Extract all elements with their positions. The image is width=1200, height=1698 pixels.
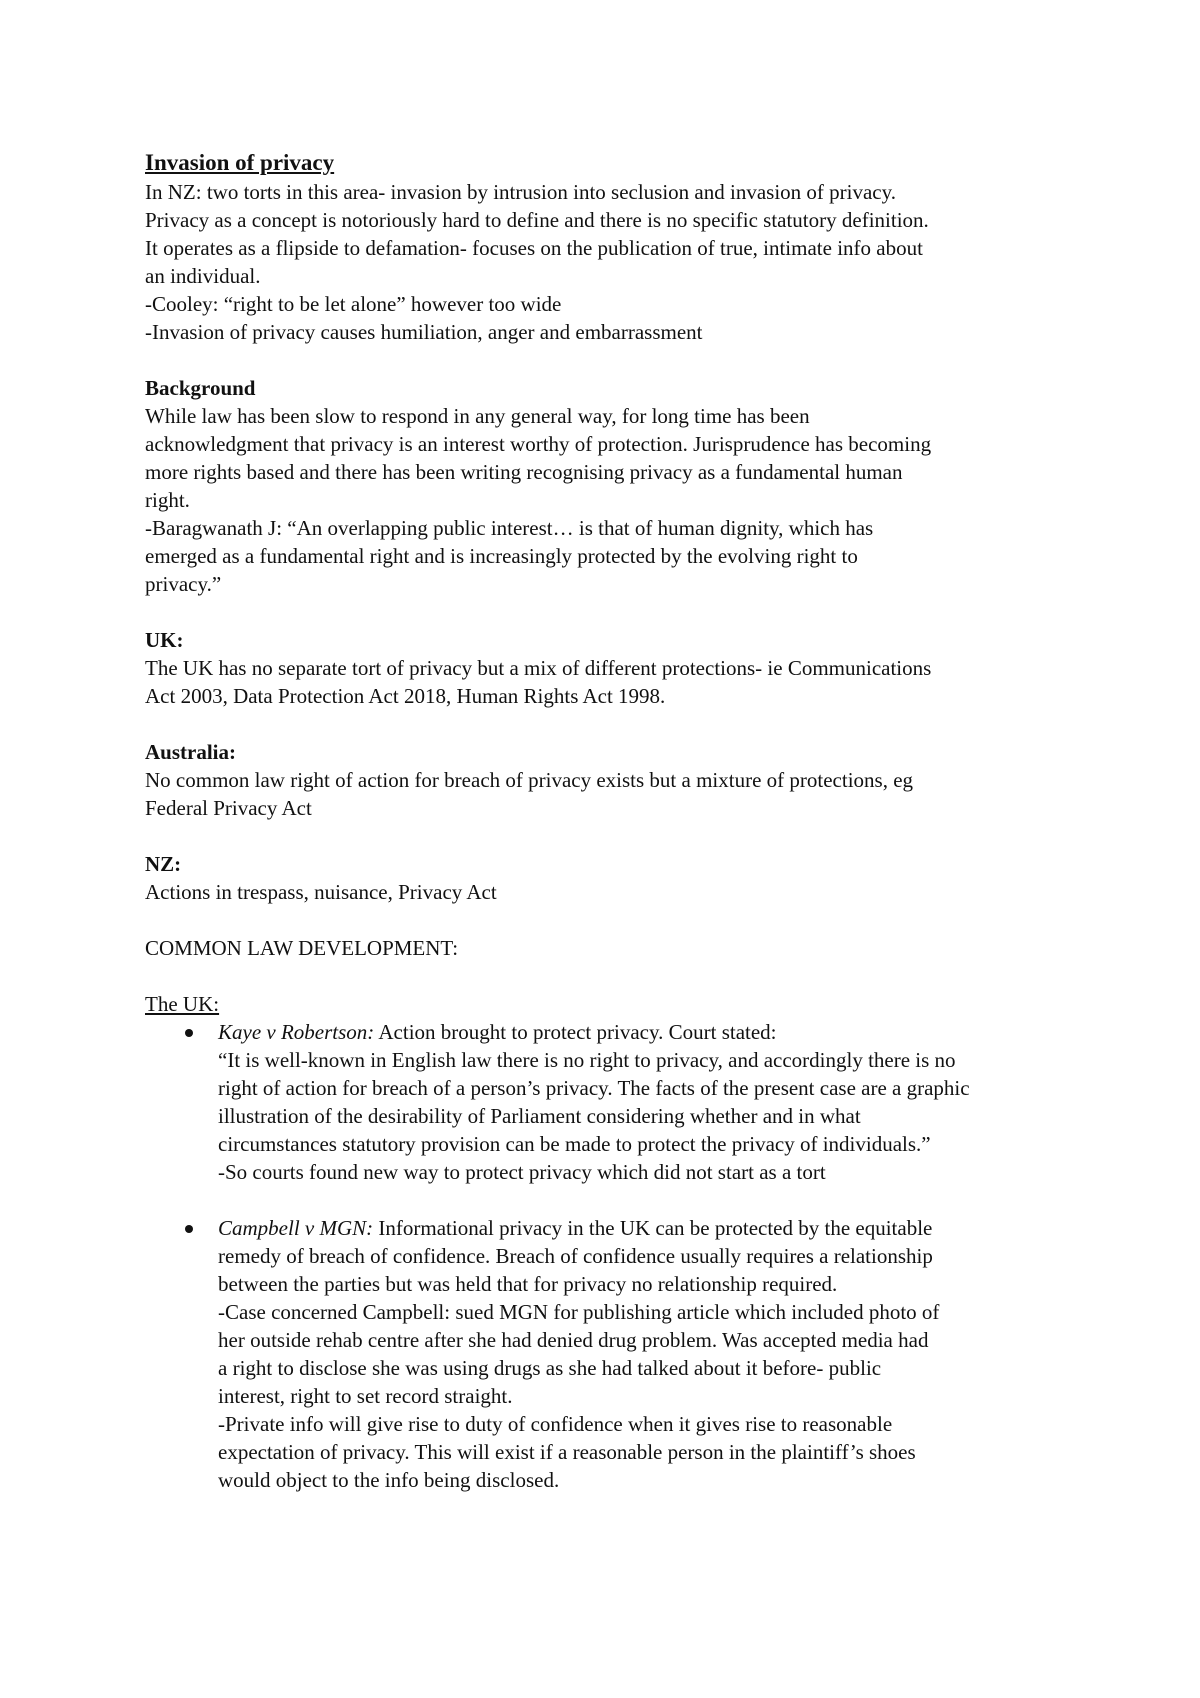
background-line: more rights based and there has been writing recognising privacy as a fundamental human [145, 460, 903, 484]
nz-line: Actions in trespass, nuisance, Privacy Act [145, 880, 497, 904]
campbell-line: -Private info will give rise to duty of confidence when it gives rise to reasonable [218, 1412, 893, 1436]
spacer [145, 710, 1085, 738]
document-title: Invasion of privacy [145, 150, 335, 175]
bullet-icon [185, 1214, 205, 1242]
campbell-line: -Case concerned Campbell: sued MGN for publishing article which included photo of [218, 1300, 940, 1324]
kaye-line: right of action for breach of a person’s privacy. The facts of the present case are a graphic [218, 1076, 970, 1100]
intro-line: Privacy as a concept is notoriously hard to define and there is no specific statutory definition. [145, 208, 929, 232]
background-line: emerged as a fundamental right and is increasingly protected by the evolving right to [145, 544, 858, 568]
background-line: right. [145, 488, 190, 512]
campbell-line: interest, right to set record straight. [218, 1384, 513, 1408]
background-line: privacy.” [145, 572, 222, 596]
australia-section [145, 738, 1085, 822]
background-line: -Baragwanath J: “An overlapping public interest… is that of human dignity, which has [145, 516, 874, 540]
intro-line: -Cooley: “right to be let alone” however too wide [145, 292, 562, 316]
spacer [145, 962, 1085, 990]
intro-section [145, 178, 1085, 346]
bullet-icon [185, 1018, 205, 1046]
kaye-line: “It is well-known in English law there is no right to privacy, and accordingly there is no [218, 1048, 956, 1072]
background-line: While law has been slow to respond in any general way, for long time has been [145, 404, 810, 428]
spacer [145, 906, 1085, 934]
kaye-line: circumstances statutory provision can be made to protect the privacy of individuals.” [218, 1132, 931, 1156]
nz-heading: NZ: [145, 852, 182, 876]
background-line: acknowledgment that privacy is an interest worthy of protection. Jurisprudence has becoming [145, 432, 932, 456]
background-heading: Background [145, 376, 256, 400]
background-section [145, 374, 1085, 598]
document-page [145, 148, 1085, 1494]
spacer [145, 822, 1085, 850]
uk-heading: UK: [145, 628, 184, 652]
campbell-line: would object to the info being disclosed. [218, 1468, 560, 1492]
australia-line: Federal Privacy Act [145, 796, 312, 820]
campbell-line: a right to disclose she was using drugs as she had talked about it before- public [218, 1356, 882, 1380]
uk-subheading: The UK: [145, 992, 220, 1016]
campbell-line: expectation of privacy. This will exist if a reasonable person in the plaintiff’s shoes [218, 1440, 916, 1464]
intro-line: In NZ: two torts in this area- invasion by intrusion into seclusion and invasion of privacy. [145, 180, 897, 204]
intro-line: It operates as a flipside to defamation- focuses on the publication of true, intimate info about [145, 236, 923, 260]
kaye-intro: Action brought to protect privacy. Court stated: [374, 1020, 777, 1044]
common-law-section [145, 934, 1085, 1494]
uk-line: Act 2003, Data Protection Act 2018, Human Rights Act 1998. [145, 684, 666, 708]
list-item-kaye [145, 1018, 1085, 1186]
kaye-line: -So courts found new way to protect privacy which did not start as a tort [218, 1160, 826, 1184]
campbell-line: her outside rehab centre after she had denied drug problem. Was accepted media had [218, 1328, 929, 1352]
campbell-line: remedy of breach of confidence. Breach of confidence usually requires a relationship [218, 1244, 933, 1268]
nz-section [145, 850, 1085, 906]
uk-section [145, 626, 1085, 710]
common-law-heading: COMMON LAW DEVELOPMENT: [145, 936, 459, 960]
list-item-campbell [145, 1214, 1085, 1494]
kaye-line: illustration of the desirability of Parliament considering whether and in what [218, 1104, 861, 1128]
campbell-intro: Informational privacy in the UK can be protected by the equitable [373, 1216, 933, 1240]
uk-line: The UK has no separate tort of privacy but a mix of different protections- ie Communications [145, 656, 932, 680]
campbell-line: between the parties but was held that for privacy no relationship required. [218, 1272, 838, 1296]
spacer [145, 1186, 1085, 1214]
intro-line: -Invasion of privacy causes humiliation, anger and embarrassment [145, 320, 703, 344]
spacer [145, 598, 1085, 626]
spacer [145, 346, 1085, 374]
case-name-campbell: Campbell v MGN: [218, 1216, 374, 1240]
australia-line: No common law right of action for breach of privacy exists but a mixture of protections, eg [145, 768, 914, 792]
intro-line: an individual. [145, 264, 261, 288]
case-name-kaye: Kaye v Robertson: [218, 1020, 375, 1044]
australia-heading: Australia: [145, 740, 236, 764]
